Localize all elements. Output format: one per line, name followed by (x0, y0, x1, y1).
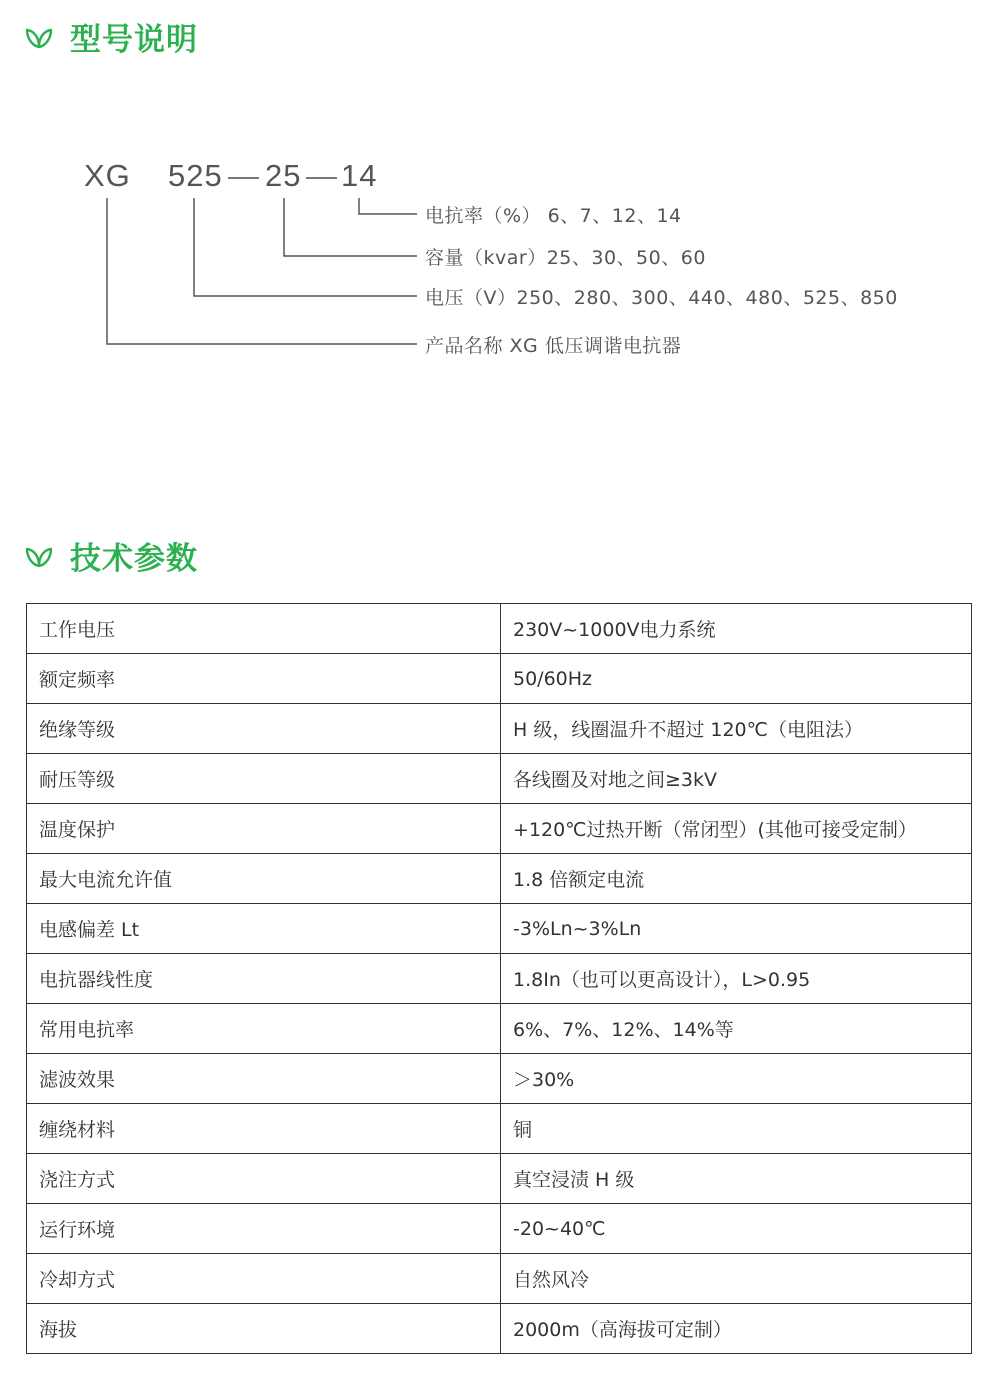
spec-value: 真空浸渍 H 级 (501, 1154, 972, 1204)
code-reactance: 14 (341, 158, 378, 193)
spec-label: 海拔 (27, 1304, 501, 1354)
table-row (27, 1104, 972, 1154)
connector-prefix (107, 198, 417, 344)
spec-label: 耐压等级 (27, 754, 501, 804)
spec-label: 额定频率 (27, 654, 501, 704)
spec-value: ＞30% (501, 1054, 972, 1104)
spec-value: 铜 (501, 1104, 972, 1154)
spec-label: 绝缘等级 (27, 704, 501, 754)
table-row (27, 954, 972, 1004)
spec-value: -3%Ln~3%Ln (501, 904, 972, 954)
spec-value: 1.8 倍额定电流 (501, 854, 972, 904)
code-voltage: 525 (168, 158, 223, 193)
spec-value: +120℃过热开断（常闭型）(其他可接受定制） (501, 804, 972, 854)
table-row (27, 1204, 972, 1254)
legend-voltage: 电压（V）250、280、300、440、480、525、850 (425, 287, 898, 309)
spec-value: 230V~1000V电力系统 (501, 604, 972, 654)
spec-label: 工作电压 (27, 604, 501, 654)
table-row (27, 1254, 972, 1304)
legend-product-name: 产品名称 XG 低压调谐电抗器 (425, 335, 682, 357)
spec-value: 自然风冷 (501, 1254, 972, 1304)
model-section-title: 型号说明 (70, 22, 198, 58)
spec-value: 6%、7%、12%、14%等 (501, 1004, 972, 1054)
connector-voltage (194, 198, 417, 296)
tech-section-header (24, 533, 198, 578)
code-dash-1: — (228, 158, 260, 193)
spec-label: 常用电抗率 (27, 1004, 501, 1054)
legend-reactance: 电抗率（%） 6、7、12、14 (425, 205, 682, 227)
table-row (27, 604, 972, 654)
code-capacity: 25 (265, 158, 302, 193)
spec-label: 最大电流允许值 (27, 854, 501, 904)
table-row (27, 904, 972, 954)
legend-capacity: 容量（kvar）25、30、50、60 (425, 247, 706, 269)
code-dash-2: — (306, 158, 338, 193)
spec-table-body (27, 604, 972, 1354)
spec-label: 浇注方式 (27, 1154, 501, 1204)
spec-label: 冷却方式 (27, 1254, 501, 1304)
spec-value: 50/60Hz (501, 654, 972, 704)
table-row (27, 1004, 972, 1054)
spec-label: 电感偏差 Lt (27, 904, 501, 954)
table-row (27, 654, 972, 704)
table-row (27, 1154, 972, 1204)
table-row (27, 854, 972, 904)
table-row (27, 1054, 972, 1104)
spec-label: 滤波效果 (27, 1054, 501, 1104)
model-code-diagram (0, 0, 1000, 420)
table-row (27, 704, 972, 754)
spec-value: 各线圈及对地之间≥3kV (501, 754, 972, 804)
tech-section-title: 技术参数 (70, 541, 198, 577)
spec-label: 电抗器线性度 (27, 954, 501, 1004)
spec-table (26, 603, 972, 1354)
connector-reactance (359, 198, 417, 214)
table-row (27, 754, 972, 804)
spec-label: 缠绕材料 (27, 1104, 501, 1154)
spec-label: 温度保护 (27, 804, 501, 854)
connector-capacity (284, 198, 417, 256)
spec-value: 2000m（高海拔可定制） (501, 1304, 972, 1354)
spec-value: -20~40℃ (501, 1204, 972, 1254)
leaf-icon (24, 541, 54, 571)
code-prefix: XG (84, 158, 131, 193)
table-row (27, 804, 972, 854)
spec-value: 1.8In（也可以更高设计），L>0.95 (501, 954, 972, 1004)
spec-value: H 级，线圈温升不超过 120℃（电阻法） (501, 704, 972, 754)
spec-label: 运行环境 (27, 1204, 501, 1254)
table-row (27, 1304, 972, 1354)
